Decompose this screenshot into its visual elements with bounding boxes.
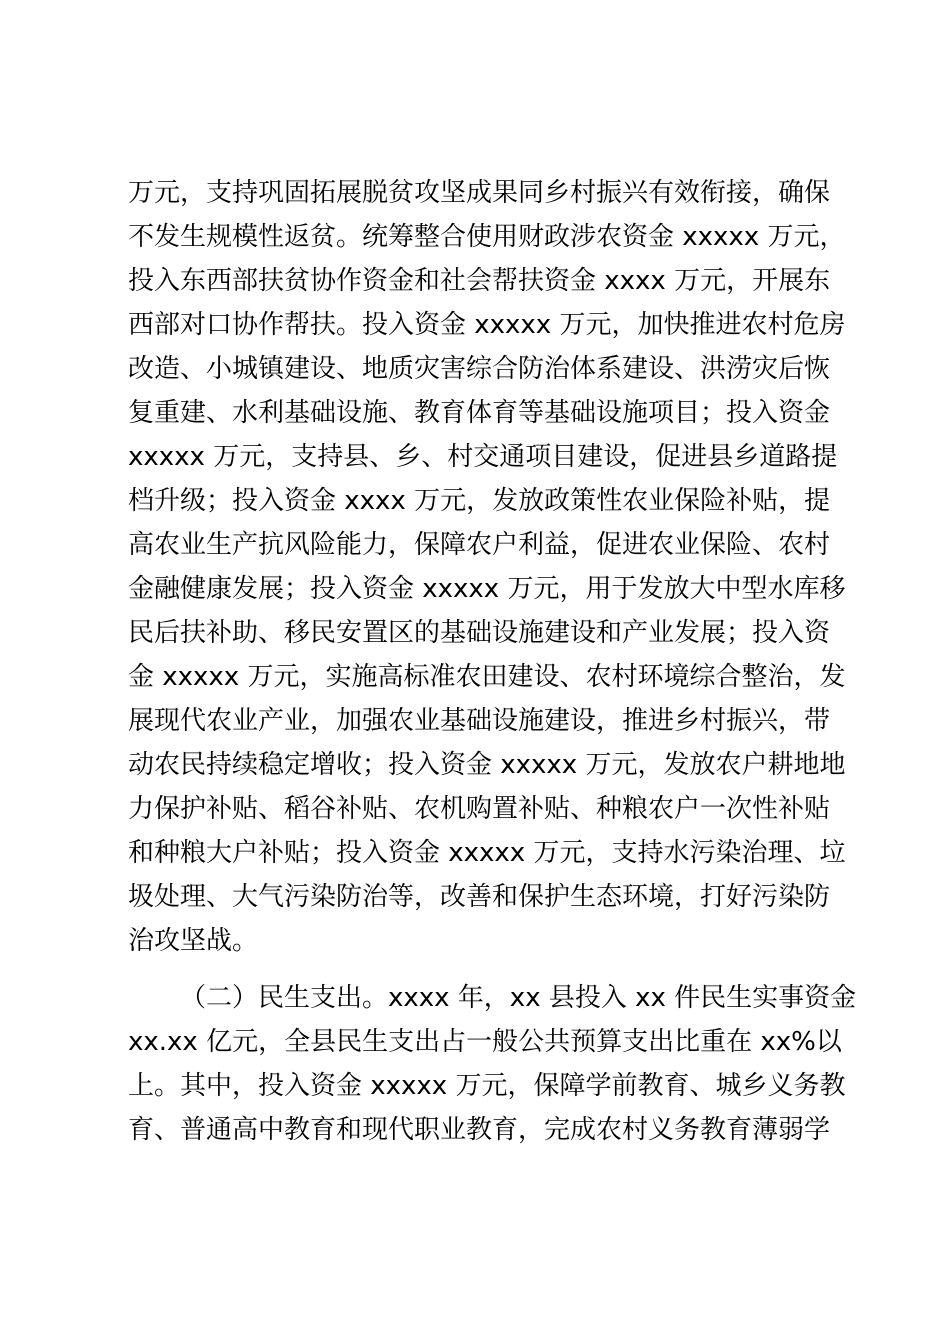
text-line: 高农业生产抗风险能力，保障农户利益，促进农业保险、农村 — [128, 530, 831, 560]
text-line: 治攻坚战。 — [128, 926, 259, 956]
text-line: 西部对口协作帮扶。投入资金 xxxxx 万元，加快推进农村危房 — [128, 310, 846, 340]
text-line: 展现代农业产业，加强农业基础设施建设，推进乡村振兴，带 — [128, 706, 831, 736]
text-line: 改造、小城镇建设、地质灾害综合防治体系建设、洪涝灾后恢 — [128, 354, 831, 384]
text-line: xx.xx 亿元，全县民生支出占一般公共预算支出比重在 xx%以 — [128, 1027, 842, 1057]
text-line: 档升级；投入资金 xxxx 万元，发放政策性农业保险补贴，提 — [128, 486, 831, 516]
text-line: 金 xxxxx 万元，实施高标准农田建设、农村环境综合整治，发 — [128, 662, 846, 692]
text-line: 上。其中，投入资金 xxxxx 万元，保障学前教育、城乡义务教 — [128, 1071, 846, 1101]
section-heading-line: （二）民生支出。xxxx 年，xx 县投入 xx 件民生实事资金 — [180, 983, 857, 1013]
text-line: xxxxx 万元，支持县、乡、村交通项目建设，促进县乡道路提 — [128, 442, 838, 472]
text-line: 动农民持续稳定增收；投入资金 xxxxx 万元，发放农户耕地地 — [128, 750, 846, 780]
text-line: 复重建、水利基础设施、教育体育等基础设施项目；投入资金 — [128, 398, 831, 428]
text-line: 育、普通高中教育和现代职业教育，完成农村义务教育薄弱学 — [128, 1115, 831, 1145]
text-line: 万元，支持巩固拓展脱贫攻坚成果同乡村振兴有效衔接，确保 — [128, 178, 831, 208]
text-line: 不发生规模性返贫。统筹整合使用财政涉农资金 xxxxx 万元， — [128, 222, 846, 252]
text-line: 民后扶补助、移民安置区的基础设施建设和产业发展；投入资 — [128, 618, 831, 648]
text-line: 圾处理、大气污染防治等，改善和保护生态环境，打好污染防 — [128, 882, 831, 912]
text-line: 力保护补贴、稻谷补贴、农机购置补贴、种粮农户一次性补贴 — [128, 794, 831, 824]
text-line: 金融健康发展；投入资金 xxxxx 万元，用于发放大中型水库移 — [128, 574, 846, 604]
text-line: 和种粮大户补贴；投入资金 xxxxx 万元，支持水污染治理、垃 — [128, 838, 846, 868]
text-line: 投入东西部扶贫协作资金和社会帮扶资金 xxxx 万元，开展东 — [128, 266, 831, 296]
